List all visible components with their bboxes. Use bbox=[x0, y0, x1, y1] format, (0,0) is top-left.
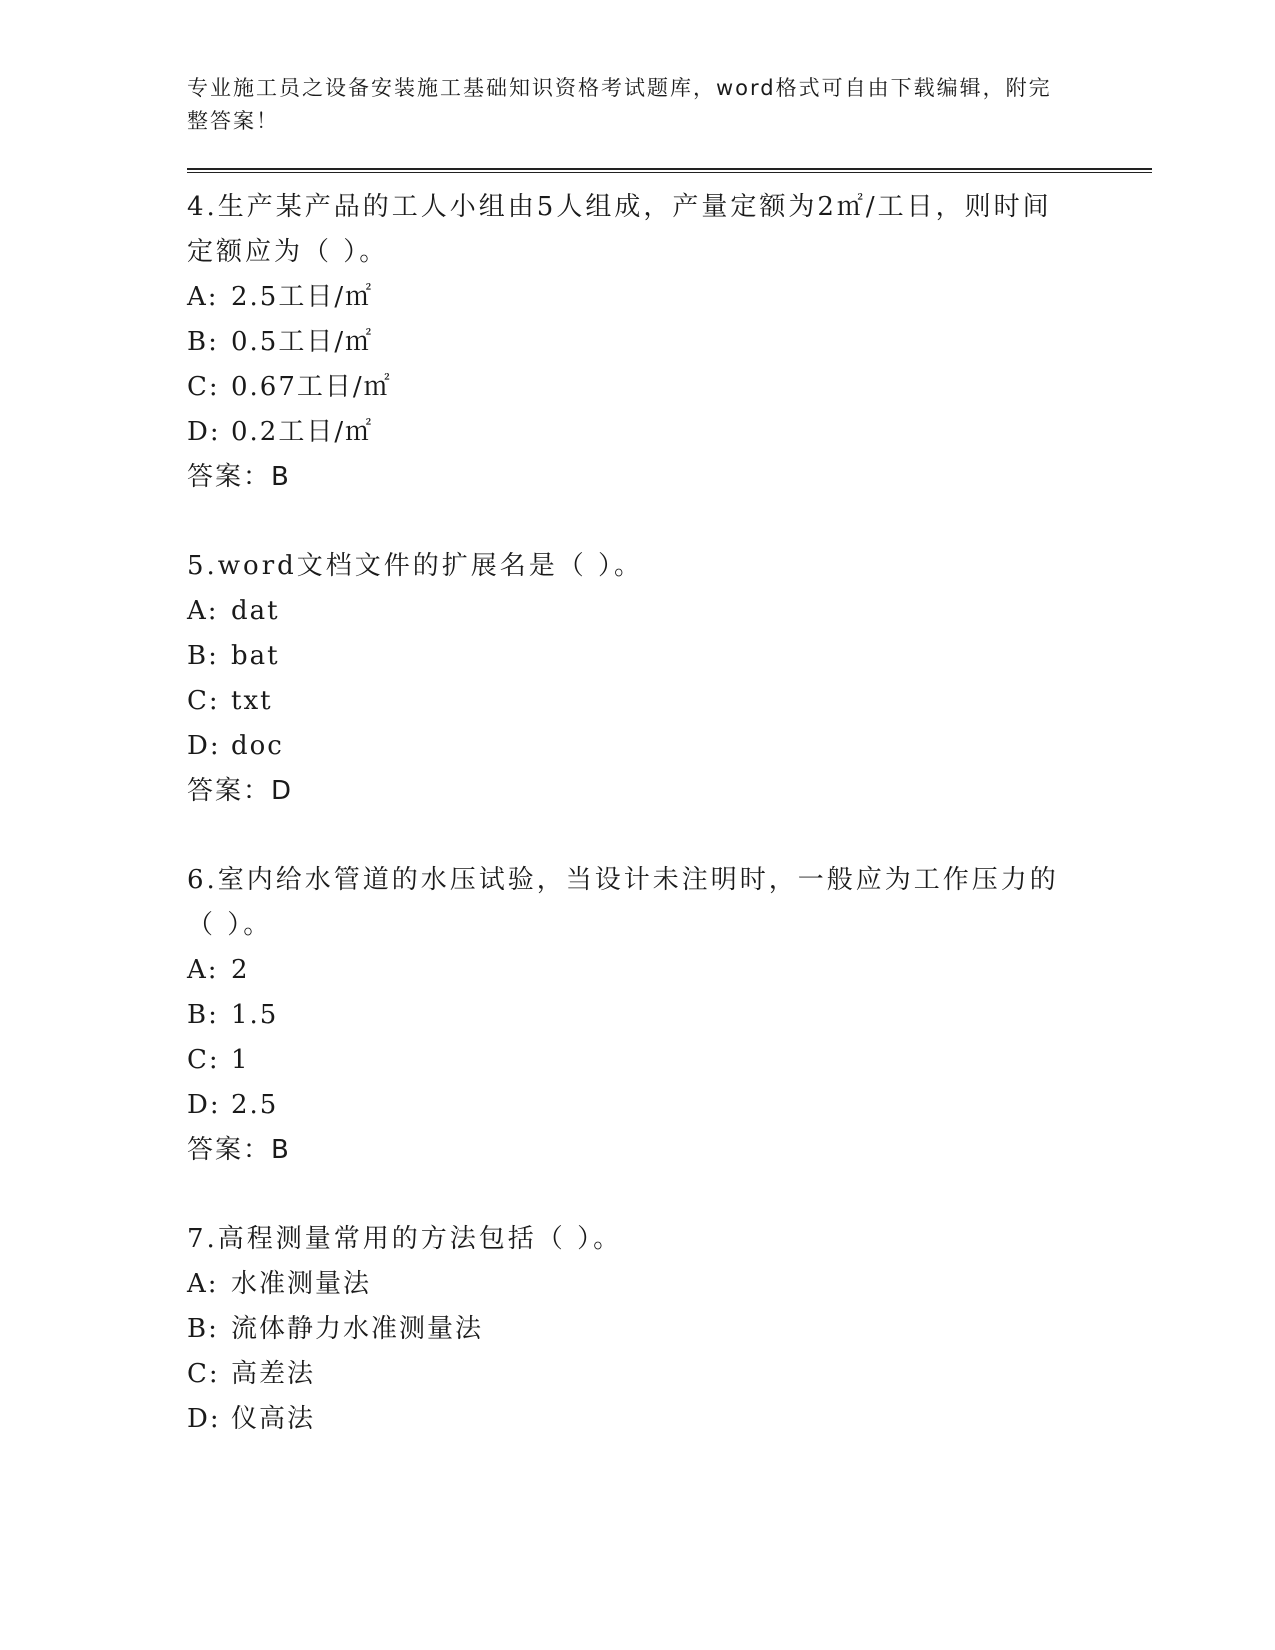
option-text: 2 bbox=[231, 955, 250, 985]
option-label: A: bbox=[187, 596, 219, 626]
answer-line: 答案：B bbox=[187, 1135, 291, 1165]
option-a bbox=[187, 948, 1152, 993]
option-text: doc bbox=[231, 731, 284, 761]
option-text: 仪高法 bbox=[231, 1404, 316, 1434]
document-header: 专业施工员之设备安装施工基础知识资格考试题库，word格式可自由下载编辑，附完整答案！ bbox=[187, 76, 1052, 133]
option-label: B: bbox=[187, 1314, 219, 1344]
option-label: A: bbox=[187, 282, 219, 312]
option-c bbox=[187, 679, 1152, 724]
option-label: C: bbox=[187, 1359, 220, 1389]
question-stem: 6.室内给水管道的水压试验，当设计未注明时，一般应为工作压力的（ ）。 bbox=[187, 865, 1059, 940]
option-label: B: bbox=[187, 1000, 219, 1030]
option-text: dat bbox=[231, 596, 280, 626]
option-label: D: bbox=[187, 417, 221, 447]
option-text: 1 bbox=[231, 1045, 250, 1075]
question-4 bbox=[187, 185, 1152, 500]
option-label: D: bbox=[187, 1090, 221, 1120]
option-b bbox=[187, 993, 1152, 1038]
option-text: 流体静力水准测量法 bbox=[231, 1314, 484, 1344]
option-text: 2.5工日/㎡ bbox=[231, 282, 374, 312]
option-label: D: bbox=[187, 1404, 221, 1434]
option-text: 1.5 bbox=[231, 1000, 279, 1030]
option-text: 2.5 bbox=[231, 1090, 279, 1120]
option-text: 高差法 bbox=[231, 1359, 316, 1389]
option-d bbox=[187, 1083, 1152, 1128]
option-text: 水准测量法 bbox=[231, 1269, 372, 1299]
option-d bbox=[187, 410, 1152, 455]
option-label: C: bbox=[187, 1045, 220, 1075]
option-label: C: bbox=[187, 372, 220, 402]
option-text: bat bbox=[231, 641, 280, 671]
header-divider bbox=[187, 168, 1152, 173]
option-d bbox=[187, 1397, 1152, 1442]
document-page bbox=[187, 72, 1152, 1442]
option-label: A: bbox=[187, 1269, 219, 1299]
option-text: txt bbox=[231, 686, 273, 716]
option-a bbox=[187, 589, 1152, 634]
option-text: 0.5工日/㎡ bbox=[231, 327, 374, 357]
option-label: B: bbox=[187, 327, 219, 357]
question-6 bbox=[187, 858, 1152, 1173]
option-b bbox=[187, 1307, 1152, 1352]
answer-line: 答案：B bbox=[187, 462, 291, 492]
option-a bbox=[187, 275, 1152, 320]
question-7 bbox=[187, 1217, 1152, 1442]
option-c bbox=[187, 1038, 1152, 1083]
option-label: C: bbox=[187, 686, 220, 716]
option-b bbox=[187, 320, 1152, 365]
question-stem: 4.生产某产品的工人小组由5人组成，产量定额为2㎡/工日，则时间定额应为（ ）。 bbox=[187, 192, 1052, 267]
question-stem: 7.高程测量常用的方法包括（ ）。 bbox=[187, 1224, 623, 1254]
answer-line: 答案：D bbox=[187, 776, 294, 806]
option-b bbox=[187, 634, 1152, 679]
option-text: 0.67工日/㎡ bbox=[231, 372, 392, 402]
option-label: D: bbox=[187, 731, 221, 761]
option-label: B: bbox=[187, 641, 219, 671]
question-5 bbox=[187, 544, 1152, 814]
option-d bbox=[187, 724, 1152, 769]
option-c bbox=[187, 1352, 1152, 1397]
option-a bbox=[187, 1262, 1152, 1307]
option-text: 0.2工日/㎡ bbox=[231, 417, 374, 447]
question-stem: 5.word文档文件的扩展名是（ ）。 bbox=[187, 551, 644, 581]
option-c bbox=[187, 365, 1152, 410]
option-label: A: bbox=[187, 955, 219, 985]
